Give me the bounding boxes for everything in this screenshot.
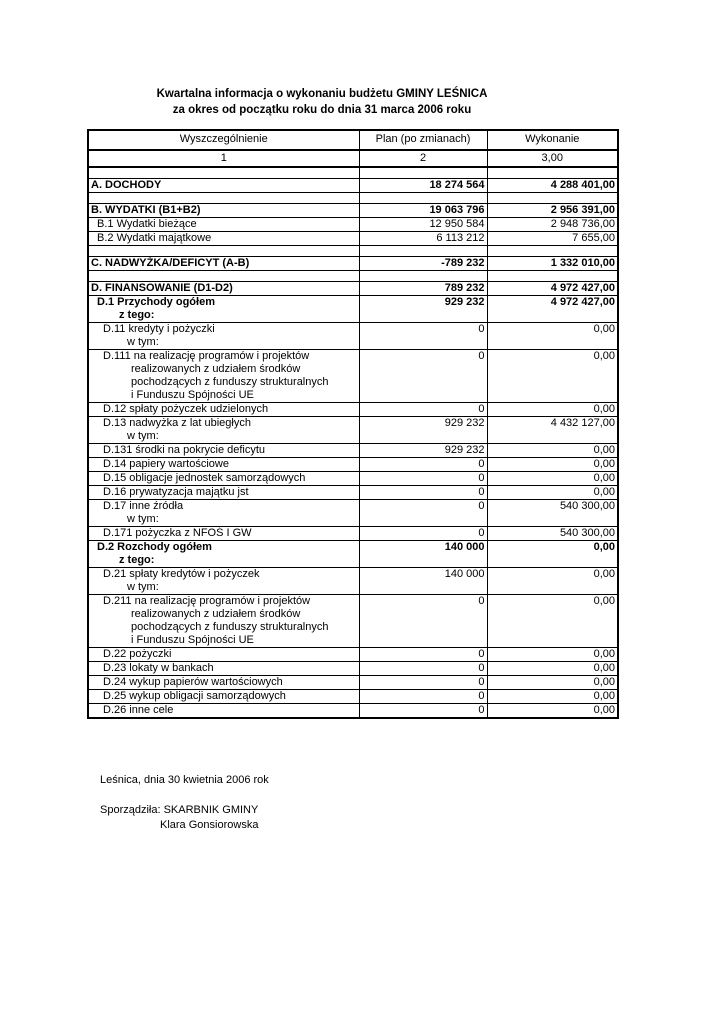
signatory-name: Klara Gonsiorowska <box>160 819 259 831</box>
spacer-cell <box>359 167 487 179</box>
row-plan-value: 18 274 564 <box>359 179 487 193</box>
table-row <box>88 648 618 662</box>
row-plan-value: 0 <box>359 676 487 690</box>
document-title: Kwartalna informacja o wykonaniu budżetu GMINY LEŚNICA <box>156 88 488 100</box>
table-row <box>88 486 618 500</box>
row-plan-value <box>359 581 487 595</box>
row-label: D. FINANSOWANIE (D1-D2) <box>88 282 359 296</box>
header-execution: Wykonanie <box>487 130 618 150</box>
table-row <box>88 690 618 704</box>
row-execution-value: 0,00 <box>487 486 618 500</box>
row-execution-value: 540 300,00 <box>487 527 618 541</box>
row-execution-value: 540 300,00 <box>487 500 618 514</box>
row-label: i Funduszu Spójności UE <box>88 389 359 403</box>
row-label: D.14 papiery wartościowe <box>88 458 359 472</box>
row-label: B. WYDATKI (B1+B2) <box>88 204 359 218</box>
row-plan-value: 0 <box>359 403 487 417</box>
row-plan-value: 0 <box>359 486 487 500</box>
table-row <box>88 403 618 417</box>
table-row <box>88 704 618 719</box>
row-label: pochodzących z funduszy strukturalnych <box>88 376 359 389</box>
row-plan-value: 0 <box>359 472 487 486</box>
row-execution-value <box>487 309 618 323</box>
row-plan-value <box>359 513 487 527</box>
spacer-cell <box>487 193 618 204</box>
row-plan-value: 789 232 <box>359 282 487 296</box>
header-plan: Plan (po zmianach) <box>359 130 487 150</box>
row-execution-value <box>487 430 618 444</box>
table-row <box>88 336 618 350</box>
table-row <box>88 323 618 337</box>
budget-table <box>87 129 619 719</box>
table-row <box>88 417 618 431</box>
row-plan-value: -789 232 <box>359 257 487 271</box>
row-execution-value: 0,00 <box>487 648 618 662</box>
row-plan-value <box>359 634 487 648</box>
row-label: D.15 obligacje jednostek samorządowych <box>88 472 359 486</box>
row-label: D.16 prywatyzacja majątku jst <box>88 486 359 500</box>
row-plan-value: 140 000 <box>359 568 487 582</box>
row-plan-value: 0 <box>359 323 487 337</box>
table-row <box>88 500 618 514</box>
row-execution-value: 0,00 <box>487 541 618 555</box>
row-execution-value: 4 972 427,00 <box>487 282 618 296</box>
row-label: D.13 nadwyżka z lat ubiegłych <box>88 417 359 431</box>
spacer-row <box>88 193 618 204</box>
table-row <box>88 296 618 310</box>
row-execution-value: 1 332 010,00 <box>487 257 618 271</box>
row-execution-value: 0,00 <box>487 568 618 582</box>
row-plan-value: 0 <box>359 500 487 514</box>
row-label: w tym: <box>88 513 359 527</box>
row-plan-value: 0 <box>359 704 487 719</box>
row-plan-value <box>359 430 487 444</box>
table-row <box>88 595 618 609</box>
table-header-row <box>88 130 618 150</box>
row-label: D.21 spłaty kredytów i pożyczek <box>88 568 359 582</box>
table-row <box>88 527 618 541</box>
row-plan-value: 0 <box>359 690 487 704</box>
spacer-row <box>88 246 618 257</box>
row-label: w tym: <box>88 430 359 444</box>
table-row <box>88 389 618 403</box>
row-plan-value: 0 <box>359 527 487 541</box>
row-plan-value: 929 232 <box>359 296 487 310</box>
table-row <box>88 608 618 621</box>
row-plan-value: 0 <box>359 662 487 676</box>
row-execution-value: 0,00 <box>487 690 618 704</box>
table-row <box>88 363 618 376</box>
table-row <box>88 350 618 364</box>
row-plan-value <box>359 336 487 350</box>
row-plan-value: 929 232 <box>359 444 487 458</box>
row-execution-value <box>487 376 618 389</box>
row-execution-value <box>487 513 618 527</box>
table-row <box>88 179 618 193</box>
row-plan-value <box>359 363 487 376</box>
row-execution-value <box>487 389 618 403</box>
table-row <box>88 634 618 648</box>
row-execution-value: 0,00 <box>487 350 618 364</box>
row-plan-value: 929 232 <box>359 417 487 431</box>
row-label: D.12 spłaty pożyczek udzielonych <box>88 403 359 417</box>
spacer-cell <box>487 167 618 179</box>
spacer-cell <box>359 193 487 204</box>
table-row <box>88 458 618 472</box>
row-execution-value <box>487 554 618 568</box>
row-label: D.131 środki na pokrycie deficytu <box>88 444 359 458</box>
row-execution-value: 4 288 401,00 <box>487 179 618 193</box>
row-label: D.211 na realizację programów i projektów <box>88 595 359 609</box>
row-plan-value <box>359 554 487 568</box>
row-label: pochodzących z funduszy strukturalnych <box>88 621 359 634</box>
row-execution-value: 0,00 <box>487 704 618 719</box>
row-execution-value <box>487 608 618 621</box>
table-row <box>88 621 618 634</box>
row-plan-value: 12 950 584 <box>359 218 487 232</box>
spacer-cell <box>359 271 487 282</box>
row-plan-value: 6 113 212 <box>359 232 487 246</box>
spacer-row <box>88 271 618 282</box>
document-subtitle: za okres od początku roku do dnia 31 marca 2006 roku <box>172 104 472 116</box>
table-row <box>88 376 618 389</box>
column-number-row <box>88 150 618 167</box>
row-execution-value <box>487 336 618 350</box>
row-execution-value <box>487 581 618 595</box>
row-plan-value <box>359 608 487 621</box>
column-number-3: 3,00 <box>487 150 618 167</box>
row-label: realizowanych z udziałem środków <box>88 608 359 621</box>
row-execution-value: 2 948 736,00 <box>487 218 618 232</box>
row-execution-value: 4 432 127,00 <box>487 417 618 431</box>
row-label: D.23 lokaty w bankach <box>88 662 359 676</box>
spacer-cell <box>359 246 487 257</box>
row-label: w tym: <box>88 336 359 350</box>
row-label: D.25 wykup obligacji samorządowych <box>88 690 359 704</box>
row-label: z tego: <box>88 309 359 323</box>
row-plan-value <box>359 389 487 403</box>
place-and-date: Leśnica, dnia 30 kwietnia 2006 rok <box>100 774 269 786</box>
row-execution-value: 0,00 <box>487 676 618 690</box>
row-label: D.171 pożyczka z NFOŚ I GW <box>88 527 359 541</box>
row-label: D.22 pożyczki <box>88 648 359 662</box>
row-label: D.24 wykup papierów wartościowych <box>88 676 359 690</box>
table-row <box>88 541 618 555</box>
table-row <box>88 581 618 595</box>
header-description: Wyszczególnienie <box>88 130 359 150</box>
table-row <box>88 676 618 690</box>
row-plan-value <box>359 309 487 323</box>
row-execution-value: 0,00 <box>487 458 618 472</box>
row-execution-value <box>487 621 618 634</box>
row-execution-value: 0,00 <box>487 403 618 417</box>
row-execution-value: 0,00 <box>487 595 618 609</box>
row-execution-value: 2 956 391,00 <box>487 204 618 218</box>
row-execution-value: 0,00 <box>487 444 618 458</box>
row-label: B.2 Wydatki majątkowe <box>88 232 359 246</box>
row-plan-value: 0 <box>359 648 487 662</box>
row-plan-value: 0 <box>359 595 487 609</box>
table-row <box>88 568 618 582</box>
table-row <box>88 472 618 486</box>
row-execution-value <box>487 363 618 376</box>
row-label: i Funduszu Spójności UE <box>88 634 359 648</box>
row-label: realizowanych z udziałem środków <box>88 363 359 376</box>
row-execution-value: 4 972 427,00 <box>487 296 618 310</box>
row-plan-value: 140 000 <box>359 541 487 555</box>
row-label: D.1 Przychody ogółem <box>88 296 359 310</box>
row-execution-value <box>487 634 618 648</box>
row-execution-value: 0,00 <box>487 472 618 486</box>
row-execution-value: 7 655,00 <box>487 232 618 246</box>
row-plan-value: 0 <box>359 350 487 364</box>
row-plan-value <box>359 621 487 634</box>
table-row <box>88 662 618 676</box>
table-row <box>88 513 618 527</box>
row-label: A. DOCHODY <box>88 179 359 193</box>
table-row <box>88 218 618 232</box>
spacer-cell <box>88 271 359 282</box>
column-number-2: 2 <box>359 150 487 167</box>
table-row <box>88 444 618 458</box>
spacer-cell <box>487 271 618 282</box>
row-label: D.26 inne cele <box>88 704 359 719</box>
row-label: B.1 Wydatki bieżące <box>88 218 359 232</box>
row-label: D.17 inne źródła <box>88 500 359 514</box>
table-row <box>88 554 618 568</box>
row-label: z tego: <box>88 554 359 568</box>
spacer-row <box>88 167 618 179</box>
spacer-cell <box>88 246 359 257</box>
row-plan-value: 19 063 796 <box>359 204 487 218</box>
row-plan-value: 0 <box>359 458 487 472</box>
spacer-cell <box>88 167 359 179</box>
row-label: D.11 kredyty i pożyczki <box>88 323 359 337</box>
table-row <box>88 257 618 271</box>
table-row <box>88 309 618 323</box>
row-label: C. NADWYŻKA/DEFICYT (A-B) <box>88 257 359 271</box>
column-number-1: 1 <box>88 150 359 167</box>
table-row <box>88 232 618 246</box>
spacer-cell <box>88 193 359 204</box>
prepared-by: Sporządziła: SKARBNIK GMINY <box>100 804 259 816</box>
row-label: w tym: <box>88 581 359 595</box>
row-execution-value: 0,00 <box>487 662 618 676</box>
table-row <box>88 282 618 296</box>
table-row <box>88 430 618 444</box>
row-execution-value: 0,00 <box>487 323 618 337</box>
table-row <box>88 204 618 218</box>
spacer-cell <box>487 246 618 257</box>
row-label: D.2 Rozchody ogółem <box>88 541 359 555</box>
row-plan-value <box>359 376 487 389</box>
row-label: D.111 na realizację programów i projektów <box>88 350 359 364</box>
